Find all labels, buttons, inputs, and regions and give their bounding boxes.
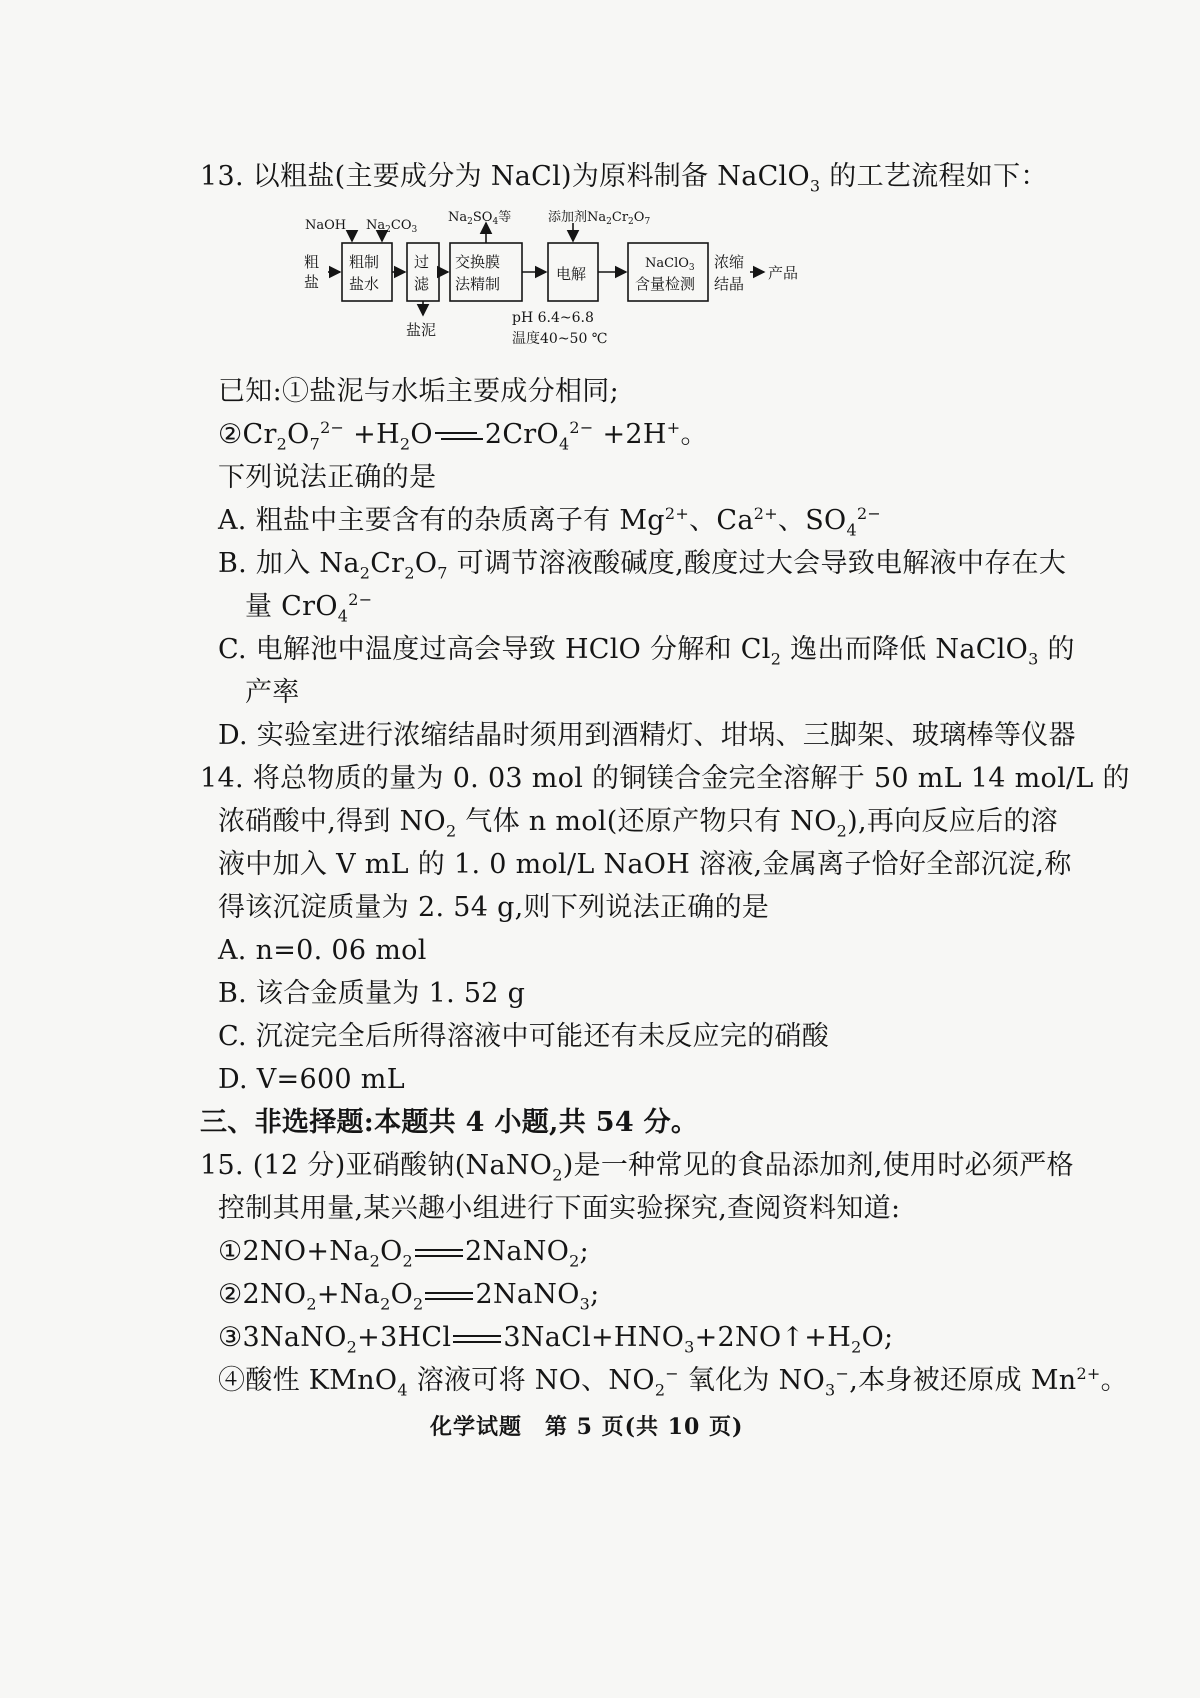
q13-prompt: 下列说法正确的是	[218, 462, 437, 493]
q15-reaction-1: $①2NO+Na_2O_2$ 2NaNO$_2$;	[218, 1236, 590, 1271]
q13-option-c-cont: 产率	[245, 677, 300, 708]
page-footer: 化学试题 第 5 页(共 10 页)	[430, 1414, 744, 1440]
flow-step-concentrate-2: 结晶	[714, 275, 745, 293]
flow-out-mud: 盐泥	[406, 321, 437, 339]
q13-option-b[interactable]: B. 加入 $Na_2Cr_2O_7$ 可调节溶液酸碱度,酸度过大会导致电解液中存在大	[218, 548, 1067, 583]
q14-stem-2: 浓硝酸中,得到 $NO_2$ 气体 n mol(还原产物只有 $NO_2$),再向反应后的溶	[218, 806, 1058, 841]
flow-box-detect-2: 含量检测	[635, 275, 696, 293]
q14-option-a[interactable]: A. n=0. 06 mol	[218, 935, 427, 966]
flow-reagent-na2co3: $Na_2CO_3$	[366, 218, 418, 235]
q14-stem-3: 液中加入 V mL 的 1. 0 mol/L NaOH 溶液,金属离子恰好全部沉淀,称	[218, 849, 1072, 880]
q15-stem-1: 15. (12 分)亚硝酸钠(NaNO$_2$)是一种常见的食品添加剂,使用时必须严格	[200, 1150, 1074, 1185]
flow-box-membrane-1: 交换膜	[455, 253, 501, 271]
flow-input-bottom: 盐	[304, 273, 320, 291]
flow-additive: 添加剂$Na_2Cr_2O_7$	[548, 210, 651, 227]
q13-option-b-cont: 量 CrO$_4^{2-}$	[245, 590, 373, 626]
flow-box-crude-brine-2: 盐水	[349, 275, 380, 293]
q15-reaction-3: ③3NaNO$_2$+3HCl $3NaCl+HNO_3+2NO↑+H_2O$;	[218, 1322, 894, 1357]
flow-box-electrolysis: 电解	[556, 265, 587, 283]
flow-out-na2so4: $Na_2SO_4$等	[448, 210, 512, 227]
q14-stem-4: 得该沉淀质量为 2. 54 g,则下列说法正确的是	[218, 892, 770, 923]
flow-cond-temp: 温度40~50 ℃	[512, 331, 608, 347]
flow-box-crude-brine-1: 粗制	[349, 253, 380, 271]
q13-known-1: 已知:①盐泥与水垢主要成分相同;	[218, 376, 619, 407]
q15-reaction-2: $②2NO_2+Na_2O_2$ 2NaNO$_3$;	[218, 1279, 600, 1314]
q13-stem: 13. 以粗盐(主要成分为 NaCl)为原料制备 NaClO$_3$ 的工艺流程如下：	[200, 161, 1048, 196]
q15-reaction-4: ④酸性 KMnO$_4$ 溶液可将 NO、$NO_2^-$ 氧化为 $NO_3^-$,本身被还原成 $Mn^{2+}$。	[218, 1364, 1128, 1400]
flow-box-detect-1: NaClO$_3$	[645, 256, 695, 273]
q13-option-c[interactable]: C. 电解池中温度过高会导致 HClO 分解和 $Cl_2$ 逸出而降低 NaClO$_3$ 的	[218, 634, 1075, 669]
reaction-equals-icon	[453, 1331, 501, 1347]
flow-box-filter-2: 滤	[414, 275, 430, 293]
flow-input-top: 粗	[304, 253, 320, 271]
flow-reagent-naoh: NaOH	[305, 218, 347, 233]
q14-option-b[interactable]: B. 该合金质量为 1. 52 g	[218, 978, 526, 1009]
section-3-heading: 三、非选择题:本题共 4 小题,共 54 分。	[200, 1107, 699, 1138]
q15-stem-2: 控制其用量,某兴趣小组进行下面实验探究,查阅资料知道:	[218, 1193, 901, 1224]
q13-option-d[interactable]: D. 实验室进行浓缩结晶时须用到酒精灯、坩埚、三脚架、玻璃棒等仪器	[218, 720, 1076, 751]
equilibrium-arrow-icon	[435, 428, 483, 444]
reaction-equals-icon	[425, 1288, 473, 1304]
q13-option-a[interactable]: A. 粗盐中主要含有的杂质离子有 $Mg^{2+}$、$Ca^{2+}$、$SO_4^{2-}$	[218, 504, 882, 540]
q14-option-d[interactable]: D. V=600 mL	[218, 1064, 405, 1095]
flow-cond-ph: pH 6.4~6.8	[512, 310, 594, 326]
flow-step-concentrate-1: 浓缩	[714, 253, 745, 271]
flow-box-membrane-2: 法精制	[455, 275, 501, 293]
q14-option-c[interactable]: C. 沉淀完全后所得溶液中可能还有未反应完的硝酸	[218, 1021, 830, 1052]
flow-product: 产品	[768, 264, 799, 282]
q13-known-2: $②Cr_2O_7^{2-} +H_2O$ 2CrO$_4^{2-}$ +2H+。	[218, 418, 708, 454]
q14-stem-1: 14. 将总物质的量为 0. 03 mol 的铜镁合金完全溶解于 50 mL 14 mol/L 的	[200, 763, 1130, 794]
flow-box-filter-1: 过	[414, 253, 430, 271]
process-flow-diagram	[300, 205, 820, 355]
reaction-equals-icon	[415, 1245, 463, 1261]
